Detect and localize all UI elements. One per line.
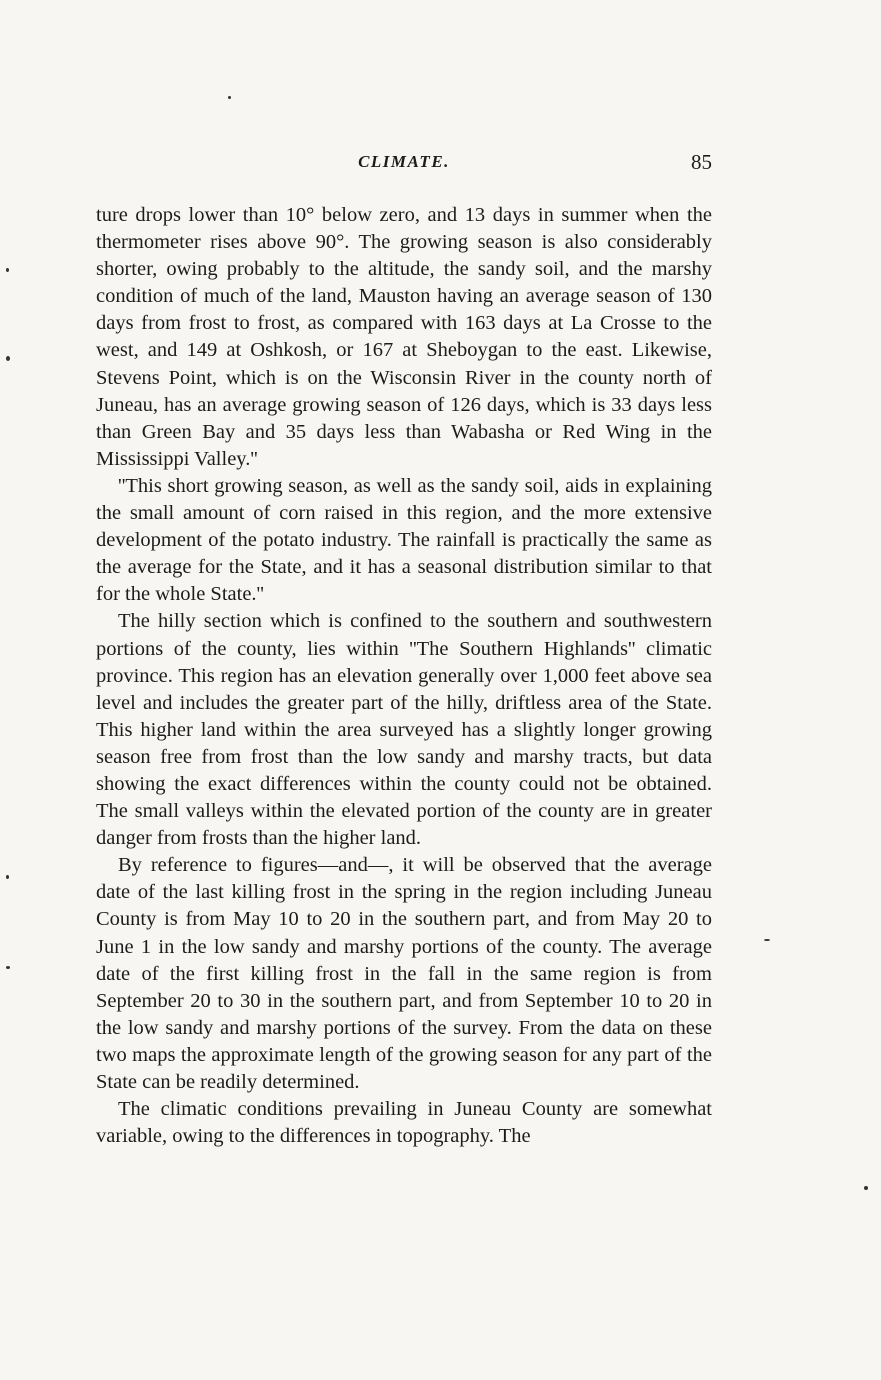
running-head (96, 150, 712, 180)
scan-speck (6, 268, 9, 272)
paragraph-continued: ture drops lower than 10° below zero, and 13 days in summer when the thermometer rises above 90°. The growing season is also considerably shorter, owing probably to the altitude, the sandy soil, and the marshy condition of much of the land, Mauston having an average season of 130 days from frost to frost, as compared with 163 days at La Crosse to the west, and 149 at Oshkosh, or 167 at Sheboygan to the east. Likewise, Stevens Point, which is on the Wisconsin River in the county north of Juneau, has an average growing season of 126 days, which is 33 days less than Green Bay and 35 days less than Wabasha or Red Wing in the Mississippi Valley.'' (96, 204, 712, 470)
paragraph-climatic-conditions: The climatic conditions prevailing in Juneau County are somewhat variable, owing to the differences in topography. The (96, 1098, 712, 1148)
scan-speck (864, 1186, 868, 1190)
paragraph-hilly-section: The hilly section which is confined to the southern and southwestern portions of the county, lies within ''The Southern Highlands'' climatic province. This region has an elevation generally over 1,000 feet above sea level and includes the greater part of the hilly, driftless area of the State. This higher land within the area surveyed has a slightly longer growing season free from frost than the low sandy and marshy tracts, but data showing the exact differences within the county could not be obtained. The small valleys within the elevated portion of the county are in greater danger from frosts than the higher land. (96, 610, 712, 850)
running-title: CLIMATE. (358, 152, 450, 171)
page-number: 85 (691, 150, 712, 174)
scan-speck (228, 96, 231, 99)
scan-speck (764, 939, 770, 941)
scan-speck (6, 875, 9, 879)
paragraph-quotation: ''This short growing season, as well as the sandy soil, aids in explaining the small amount of corn raised in this region, and the more extensive development of the potato industry. The rainfall is practically the same as the average for the State, and it has a seasonal distribution similar to that for the whole State.'' (96, 474, 712, 606)
paragraph-frost-dates: By reference to figures—and—, it will be observed that the average date of the last killing frost in the spring in the region including Juneau County is from May 10 to 20 in the southern part, and from May 20 to June 1 in the low sandy and marshy portions of the county. The average date of the first killing frost in the fall in the same region is from September 20 to 30 in the southern part, and from September 10 to 20 in the low sandy and marshy portions of the survey. From the data on these two maps the approximate length of the growing season for any part of the State can be readily determined. (96, 854, 712, 1093)
scan-speck (6, 966, 10, 969)
scan-speck (6, 356, 10, 361)
body-text (96, 202, 712, 1150)
